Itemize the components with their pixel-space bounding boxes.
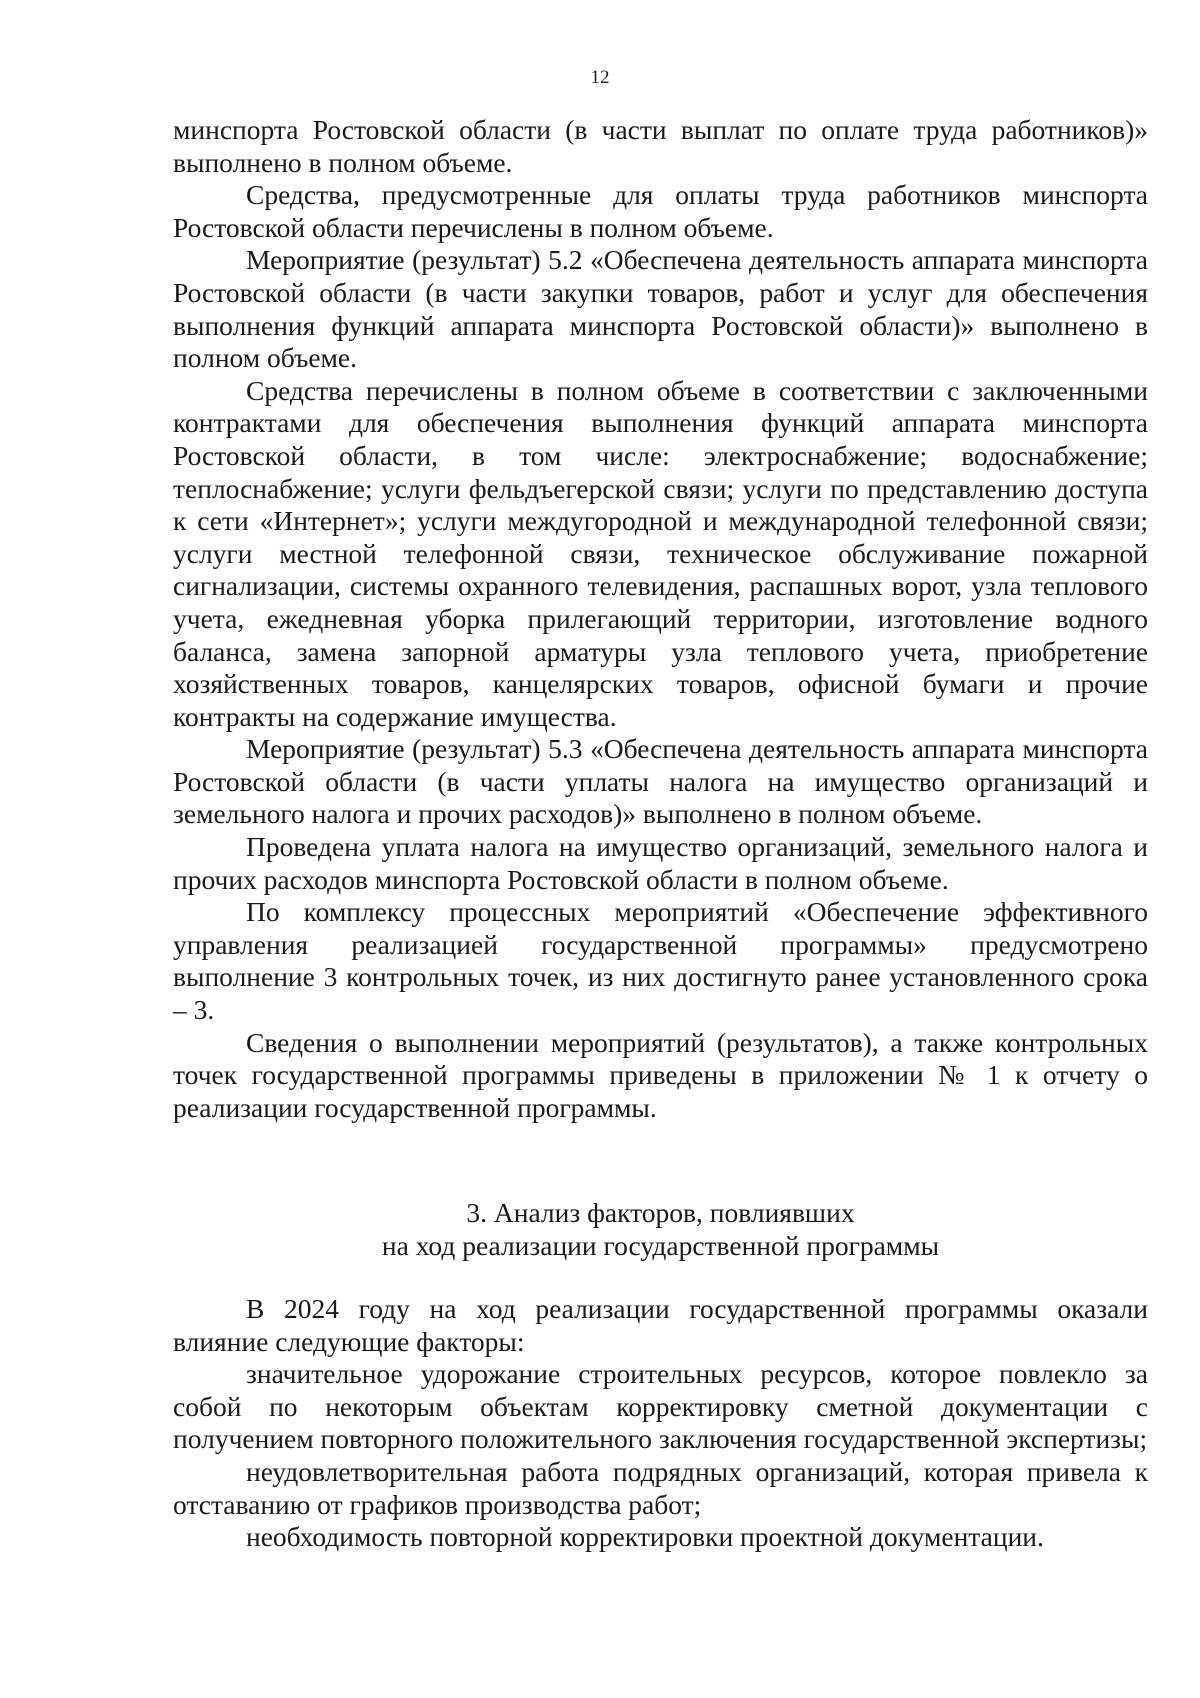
page-number: 12 xyxy=(590,67,610,88)
paragraph-factor-redesign: необходимость повторной корректировки проектной документации. xyxy=(246,1521,1044,1553)
paragraph-continuation: минспорта Ростовской области (в части выплат по оплате труда работников)» выполнено в полном объеме. xyxy=(173,114,1148,178)
section-heading-line-2: на ход реализации государственной программы xyxy=(381,1229,940,1261)
paragraph-measure-5-2: Мероприятие (результат) 5.2 «Обеспечена деятельность аппарата минспорта Ростовской области (в части закупки товаров, работ и услуг для обеспечения выполнения функций аппарата минспорта Ростовской области)» выполнено в полном объеме. xyxy=(173,244,1148,374)
paragraph-measure-5-3: Мероприятие (результат) 5.3 «Обеспечена деятельность аппарата минспорта Ростовской области (в части уплаты налога на имущество организаций и земельного налога и прочих расходов)» выполнено в полном объеме. xyxy=(173,733,1148,830)
paragraph-factors-intro: В 2024 году на ход реализации государственной программы оказали влияние следующие факторы: xyxy=(173,1293,1148,1357)
section-heading xyxy=(173,1197,1148,1262)
body-text-bottom xyxy=(173,1293,1148,1554)
paragraph-factor-contractors: неудовлетворительная работа подрядных организаций, которая привела к отставанию от графиков производства работ; xyxy=(173,1455,1148,1520)
paragraph-contracts: Средства перечислены в полном объеме в соответствии с заключенными контрактами для обеспечения выполнения функций аппарата минспорта Ростовской области, в том числе: электроснабжение; водоснабжение; теплоснабжение; услуги фельдъегерской связи; услуги по представлению доступа к сети «Интернет»; услуги междугородной и международной телефонной связи; услуги местной телефонной связи, техническое обслуживание пожарной сигнализации, системы охранного телевидения, распашных ворот, узла теплового учета, ежедневная уборка прилегающий территории, изготовление водного баланса, замена запорной арматуры узла теплового учета, приобретение хозяйственных товаров, канцелярских товаров, офисной бумаги и прочие контракты на содержание имущества. xyxy=(173,374,1148,732)
paragraph-tax-payment: Проведена уплата налога на имущество организаций, земельного налога и прочих расходов минспорта Ростовской области в полном объеме. xyxy=(173,831,1148,895)
paragraph-salary-funds: Средства, предусмотренные для оплаты труда работников минспорта Ростовской области перечислены в полном объеме. xyxy=(173,179,1148,243)
paragraph-appendix-reference: Сведения о выполнении мероприятий (результатов), а также контрольных точек государственной программы приведены в приложении № 1 к отчету о реализации государственной программы. xyxy=(173,1026,1148,1123)
paragraph-control-points: По комплексу процессных мероприятий «Обеспечение эффективного управления реализацией государственной программы» предусмотрено выполнение 3 контрольных точек, из них достигнуто ранее установленного срока – 3. xyxy=(173,896,1148,1026)
paragraph-factor-cost-increase: значительное удорожание строительных ресурсов, которое повлекло за собой по некоторым объектам корректировку сметной документации с получением повторного положительного заключения государственной экспертизы; xyxy=(173,1358,1148,1455)
section-heading-line-1: 3. Анализ факторов, повлиявших xyxy=(466,1197,855,1228)
body-text-top xyxy=(173,114,1148,1124)
